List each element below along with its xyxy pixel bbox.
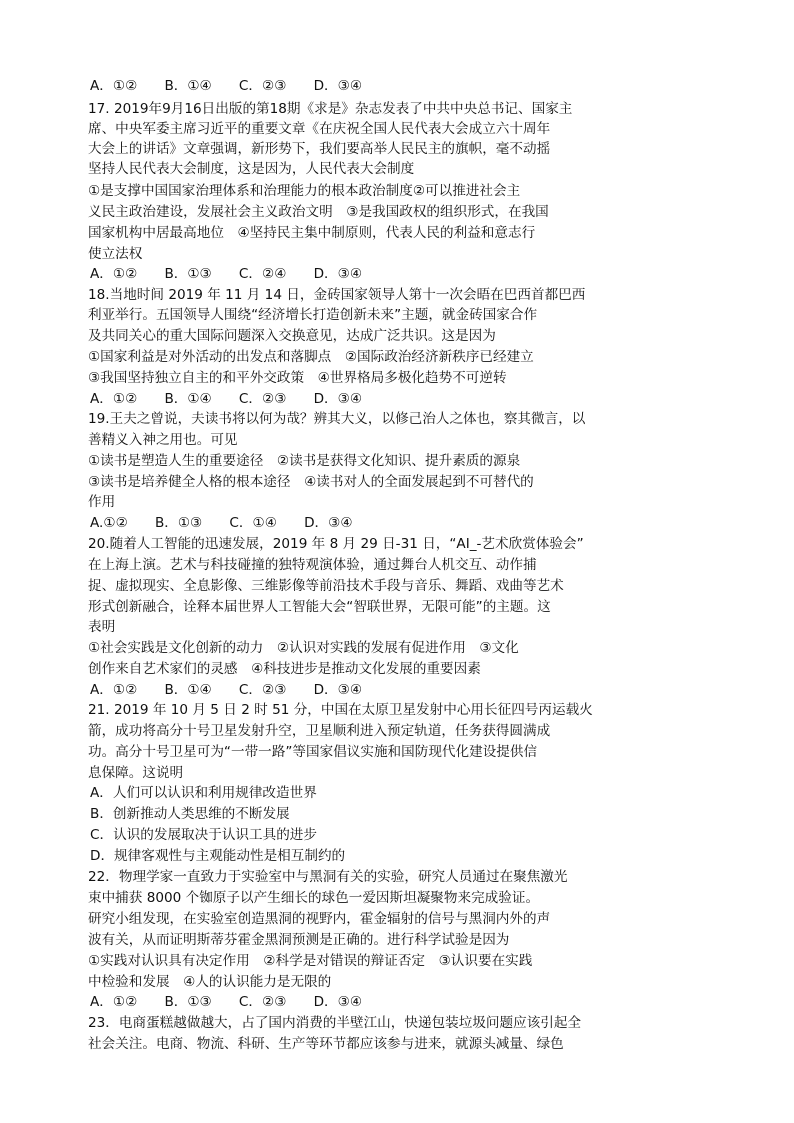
q21-option-d: D．规律客观性与主观能动性是相互制约的: [90, 848, 346, 864]
q16-options: A．①② B．①④ C．②③ D．③④: [90, 78, 363, 94]
q18-stem-line: 利亚举行。五国领导人围绕“经济增长打造创新未来”主题，就金砖国家合作: [88, 307, 538, 323]
q17-statement-line: ①是支撑中国国家治理体系和治理能力的根本政治制度②可以推进社会主: [88, 183, 521, 199]
q21-stem-line: 息保障。这说明: [88, 765, 184, 781]
q19-statement-line: ③读书是培养健全人格的根本途径 ④读书对人的全面发展起到不可替代的: [88, 474, 534, 490]
q19-statement-line: 作用: [88, 494, 116, 510]
q17-options: A．①② B．①③ C．②④ D．③④: [90, 266, 363, 282]
q21-option-c: C．认识的发展取决于认识工具的进步: [90, 827, 317, 843]
q20-options: A．①② B．①④ C．②③ D．③④: [90, 682, 363, 698]
q20-statement-line: 创作来自艺术家们的灵感 ④科技进步是推动文化发展的重要因素: [88, 661, 481, 677]
q19-options: A.①② B．①③ C．①④ D．③④: [90, 515, 353, 531]
q21-stem-line: 功。高分十号卫星可为“一带一路”等国家倡议实施和国防现代化建设提供信: [88, 744, 538, 760]
q22-stem-line: 22．物理学家一直致力于实验室中与黑洞有关的实验，研究人员通过在聚焦激光: [88, 869, 568, 885]
q20-stem-line: 20.随着人工智能的迅速发展，2019 年 8 月 29 日-31 日，“AI_-艺术欣赏体验会”: [88, 536, 584, 552]
q22-stem-line: 研究小组发现，在实验室创造黑洞的视野内，霍金辐射的信号与黑洞内外的声: [88, 911, 551, 927]
q17-stem-line: 席、中央军委主席习近平的重要文章《在庆祝全国人民代表大会成立六十周年: [88, 121, 551, 137]
q22-options: A．①② B．①③ C．②③ D．③④: [90, 994, 363, 1010]
q21-option-a: A．人们可以认识和利用规律改造世界: [90, 785, 317, 801]
q17-statement-line: 使立法权: [88, 246, 143, 262]
q18-stem-line: 18.当地时间 2019 年 11 月 14 日，金砖国家领导人第十一次会晤在巴西首都巴西: [88, 287, 586, 303]
q18-stem-line: 及共同关心的重大国际问题深入交换意见，达成广泛共识。这是因为: [88, 328, 496, 344]
q20-stem-line: 形式创新融合，诠释本届世界人工智能大会“智联世界，无限可能”的主题。这: [88, 599, 551, 615]
q20-statement-line: ①社会实践是文化创新的动力 ②认识对实践的发展有促进作用 ③文化: [88, 640, 519, 656]
q19-stem-line: 19.王夫之曾说，夫读书将以何为哉？辨其大义，以修己治人之体也，察其微言，以: [88, 411, 586, 427]
q17-stem-line: 坚持人民代表大会制度，这是因为，人民代表大会制度: [88, 161, 415, 177]
q23-stem-line: 社会关注。电商、物流、科研、生产等环节都应该参与进来，就源头减量、绿色: [88, 1036, 564, 1052]
q22-statement-line: 中检验和发展 ④人的认识能力是无限的: [88, 974, 332, 990]
q17-stem-line: 大会上的讲话》文章强调，新形势下，我们要高举人民民主的旗帜，毫不动摇: [88, 141, 551, 157]
q19-statement-line: ①读书是塑造人生的重要途径 ②读书是获得文化知识、提升素质的源泉: [88, 453, 521, 469]
q22-stem-line: 束中捕获 8000 个铷原子以产生细长的球色一爱因斯坦凝聚物来完成验证。: [88, 890, 540, 906]
q23-stem-line: 23．电商蛋糕越做越大，占了国内消费的半壁江山，快递包装垃圾问题应该引起全: [88, 1015, 582, 1031]
q20-stem-line: 表明: [88, 619, 116, 635]
q18-options: A．①② B．①④ C．②③ D．③④: [90, 391, 363, 407]
q18-statement-line: ③我国坚持独立自主的和平外交政策 ④世界格局多极化趋势不可逆转: [88, 370, 507, 386]
q20-stem-line: 在上海上演。艺术与科技碰撞的独特观演体验，通过舞台人机交互、动作捕: [88, 557, 537, 573]
q22-stem-line: 波有关，从而证明斯蒂芬霍金黑洞预测是正确的。进行科学试验是因为: [88, 932, 510, 948]
q17-stem-line: 17. 2019年9月16日出版的第18期《求是》杂志发表了中共中央总书记、国家主: [88, 101, 573, 117]
q19-stem-line: 善精义入神之用也。可见: [88, 432, 238, 448]
q22-statement-line: ①实践对认识具有决定作用 ②科学是对错误的辩证否定 ③认识要在实践: [88, 953, 533, 969]
q21-option-b: B．创新推动人类思维的不断发展: [90, 806, 290, 822]
q17-statement-line: 义民主政治建设，发展社会主义政治文明 ③是我国政权的组织形式，在我国: [88, 204, 549, 220]
q17-statement-line: 国家机构中居最高地位 ④坚持民主集中制原则，代表人民的利益和意志行: [88, 225, 536, 241]
q21-stem-line: 21. 2019 年 10 月 5 日 2 时 51 分，中国在太原卫星发射中心用长征四号丙运载火: [88, 702, 593, 718]
q20-stem-line: 捉、虚拟现实、全息影像、三维影像等前沿技术手段与音乐、舞蹈、戏曲等艺术: [88, 578, 564, 594]
q18-statement-line: ①国家利益是对外活动的出发点和落脚点 ②国际政治经济新秩序已经建立: [88, 349, 534, 365]
q21-stem-line: 箭，成功将高分十号卫星发射升空，卫星顺利进入预定轨道，任务获得圆满成: [88, 723, 551, 739]
